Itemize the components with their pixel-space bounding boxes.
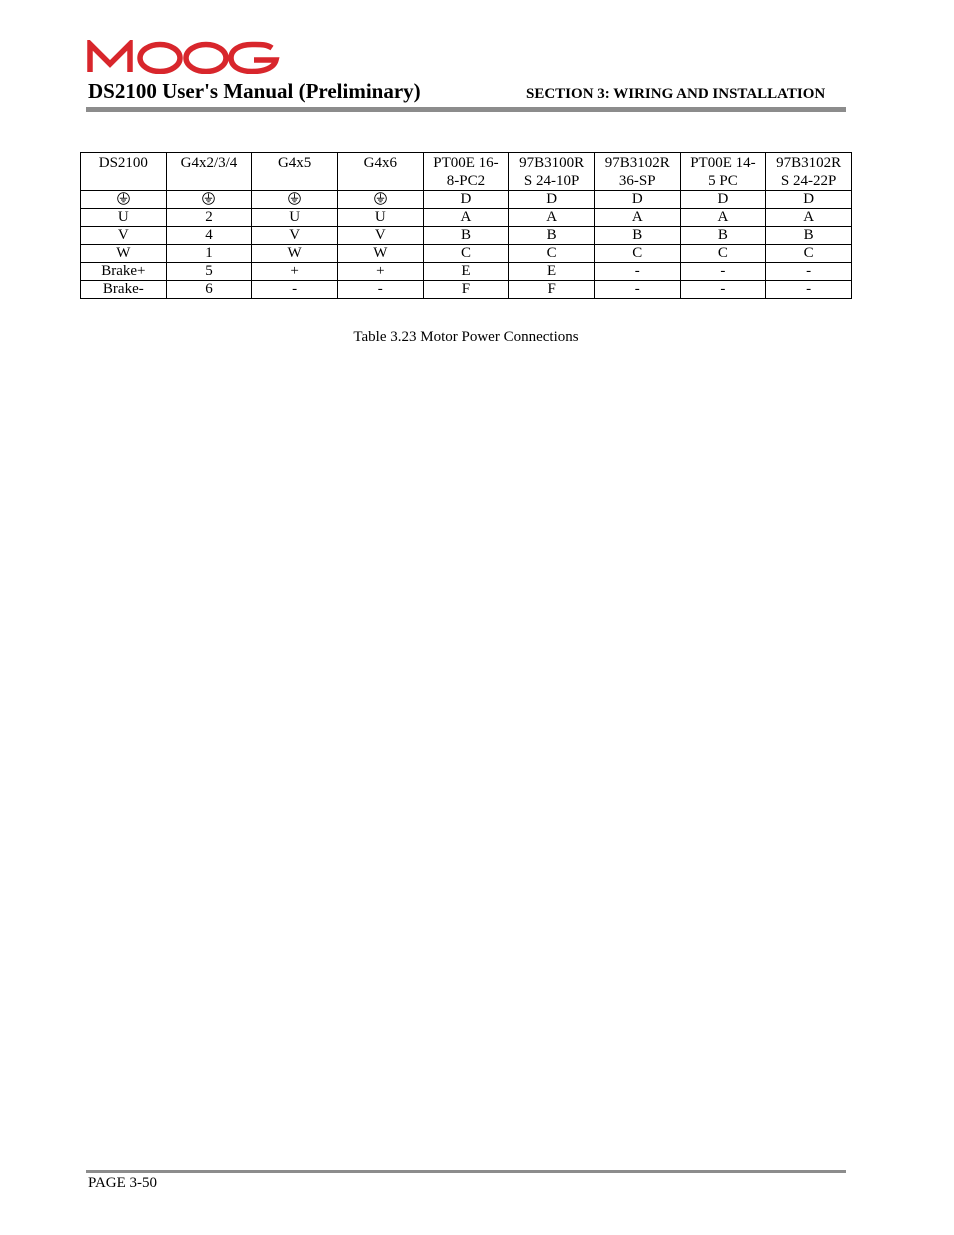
table-cell: F — [423, 281, 509, 299]
motor-power-connections-table — [80, 152, 852, 299]
table-cell: V — [81, 227, 167, 245]
column-header: G4x2/3/4 — [166, 153, 252, 191]
table-cell: W — [337, 245, 423, 263]
table-cell: E — [509, 263, 595, 281]
column-header: 97B3102R 36-SP — [594, 153, 680, 191]
table-cell: A — [680, 209, 766, 227]
table-cell: W — [252, 245, 338, 263]
table-cell: 6 — [166, 281, 252, 299]
table-cell: D — [594, 191, 680, 209]
table-cell: - — [594, 263, 680, 281]
table-cell: W — [81, 245, 167, 263]
table-cell: U — [252, 209, 338, 227]
table-cell: A — [766, 209, 852, 227]
footer-rule — [86, 1170, 846, 1173]
table-cell: B — [423, 227, 509, 245]
header-rule — [86, 107, 846, 112]
column-header: DS2100 — [81, 153, 167, 191]
moog-logo — [86, 40, 282, 74]
table-cell — [81, 191, 167, 209]
table-cell: + — [252, 263, 338, 281]
table-cell: C — [594, 245, 680, 263]
table-cell: F — [509, 281, 595, 299]
table-cell: - — [252, 281, 338, 299]
table-cell: V — [337, 227, 423, 245]
table-cell — [337, 191, 423, 209]
table-cell: - — [766, 281, 852, 299]
table-row — [81, 245, 852, 263]
document-title: DS2100 User's Manual (Preliminary) — [88, 79, 421, 103]
table-cell: V — [252, 227, 338, 245]
table-header-row — [81, 153, 852, 191]
table-row — [81, 281, 852, 299]
table-cell: U — [81, 209, 167, 227]
column-header: G4x6 — [337, 153, 423, 191]
table-cell: Brake- — [81, 281, 167, 299]
table-cell: C — [766, 245, 852, 263]
table-cell: - — [680, 281, 766, 299]
table-cell: - — [337, 281, 423, 299]
table-cell: A — [594, 209, 680, 227]
table-cell — [166, 191, 252, 209]
table-cell: 5 — [166, 263, 252, 281]
table-cell: - — [680, 263, 766, 281]
table-cell: B — [680, 227, 766, 245]
table-cell: B — [509, 227, 595, 245]
column-header: 97B3102R S 24-22P — [766, 153, 852, 191]
section-title: SECTION 3: WIRING AND INSTALLATION — [526, 86, 826, 102]
table-cell: B — [766, 227, 852, 245]
table-cell: Brake+ — [81, 263, 167, 281]
table-cell: + — [337, 263, 423, 281]
table-cell: E — [423, 263, 509, 281]
table-cell: - — [766, 263, 852, 281]
table-row — [81, 263, 852, 281]
ground-symbol-icon — [288, 192, 301, 205]
table-cell: C — [680, 245, 766, 263]
table-cell: D — [766, 191, 852, 209]
table-cell: - — [594, 281, 680, 299]
table-cell: 1 — [166, 245, 252, 263]
page-number: PAGE 3-50 — [88, 1175, 158, 1191]
table-row — [81, 209, 852, 227]
table-cell: A — [423, 209, 509, 227]
column-header: 97B3100R S 24-10P — [509, 153, 595, 191]
ground-symbol-icon — [202, 192, 215, 205]
table-cell: B — [594, 227, 680, 245]
table-row — [81, 227, 852, 245]
table-cell: C — [423, 245, 509, 263]
table-cell: C — [509, 245, 595, 263]
table-cell: D — [509, 191, 595, 209]
table-cell: D — [680, 191, 766, 209]
table-row — [81, 191, 852, 209]
column-header: G4x5 — [252, 153, 338, 191]
table-cell: U — [337, 209, 423, 227]
column-header: PT00E 14- 5 PC — [680, 153, 766, 191]
table-cell — [252, 191, 338, 209]
table-cell: 4 — [166, 227, 252, 245]
table-cell: A — [509, 209, 595, 227]
table-cell: 2 — [166, 209, 252, 227]
ground-symbol-icon — [374, 192, 387, 205]
table-cell: D — [423, 191, 509, 209]
ground-symbol-icon — [117, 192, 130, 205]
table-caption: Table 3.23 Motor Power Connections — [353, 329, 579, 345]
column-header: PT00E 16- 8-PC2 — [423, 153, 509, 191]
